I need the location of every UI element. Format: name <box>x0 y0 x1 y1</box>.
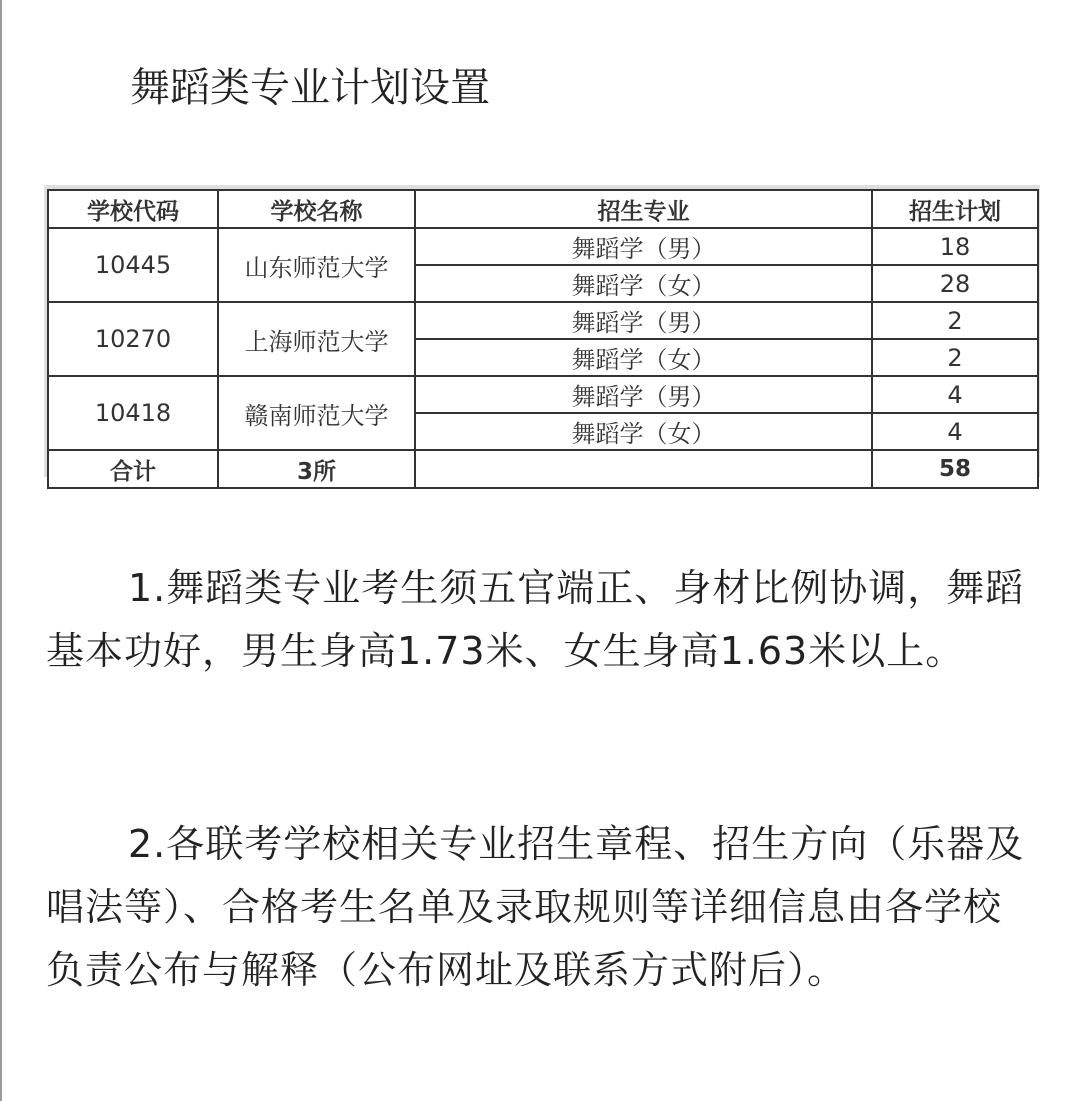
header-school-code: 学校代码 <box>48 190 218 228</box>
plan-table-frame <box>44 185 1040 485</box>
table-row <box>48 376 1038 413</box>
table-header-row <box>48 190 1038 228</box>
school-name-cell: 赣南师范大学 <box>218 376 415 450</box>
school-code-cell: 10445 <box>48 228 218 302</box>
school-name-cell: 山东师范大学 <box>218 228 415 302</box>
header-plan: 招生计划 <box>872 190 1038 228</box>
total-plan-cell: 58 <box>872 450 1038 488</box>
requirement-paragraph: 1.舞蹈类专业考生须五官端正、身材比例协调，舞蹈基本功好，男生身高1.73米、女生身高1.63米以上。 <box>46 566 1025 673</box>
major-cell: 舞蹈学（女） <box>415 413 872 450</box>
plan-cell: 2 <box>872 302 1038 339</box>
major-cell: 舞蹈学（男） <box>415 228 872 265</box>
total-schools-cell: 3所 <box>218 450 415 488</box>
school-name-cell: 上海师范大学 <box>218 302 415 376</box>
table-row <box>48 302 1038 339</box>
total-label-cell: 合计 <box>48 450 218 488</box>
plan-cell: 2 <box>872 339 1038 376</box>
plan-cell: 4 <box>872 376 1038 413</box>
header-school-name: 学校名称 <box>218 190 415 228</box>
page-heading: 舞蹈类专业计划设置 <box>130 65 490 111</box>
major-cell: 舞蹈学（女） <box>415 265 872 302</box>
school-code-cell: 10418 <box>48 376 218 450</box>
major-cell: 舞蹈学（男） <box>415 302 872 339</box>
table-row <box>48 228 1038 265</box>
plan-cell: 4 <box>872 413 1038 450</box>
plan-cell: 28 <box>872 265 1038 302</box>
major-cell: 舞蹈学（男） <box>415 376 872 413</box>
notice-paragraph: 2.各联考学校相关专业招生章程、招生方向（乐器及唱法等）、合格考生名单及录取规则等详细信息由各学校负责公布与解释（公布网址及联系方式附后）。 <box>46 822 1025 992</box>
total-major-cell <box>415 450 872 488</box>
major-cell: 舞蹈学（女） <box>415 339 872 376</box>
total-row <box>48 450 1038 488</box>
plan-cell: 18 <box>872 228 1038 265</box>
plan-table <box>47 189 1039 489</box>
header-major: 招生专业 <box>415 190 872 228</box>
school-code-cell: 10270 <box>48 302 218 376</box>
